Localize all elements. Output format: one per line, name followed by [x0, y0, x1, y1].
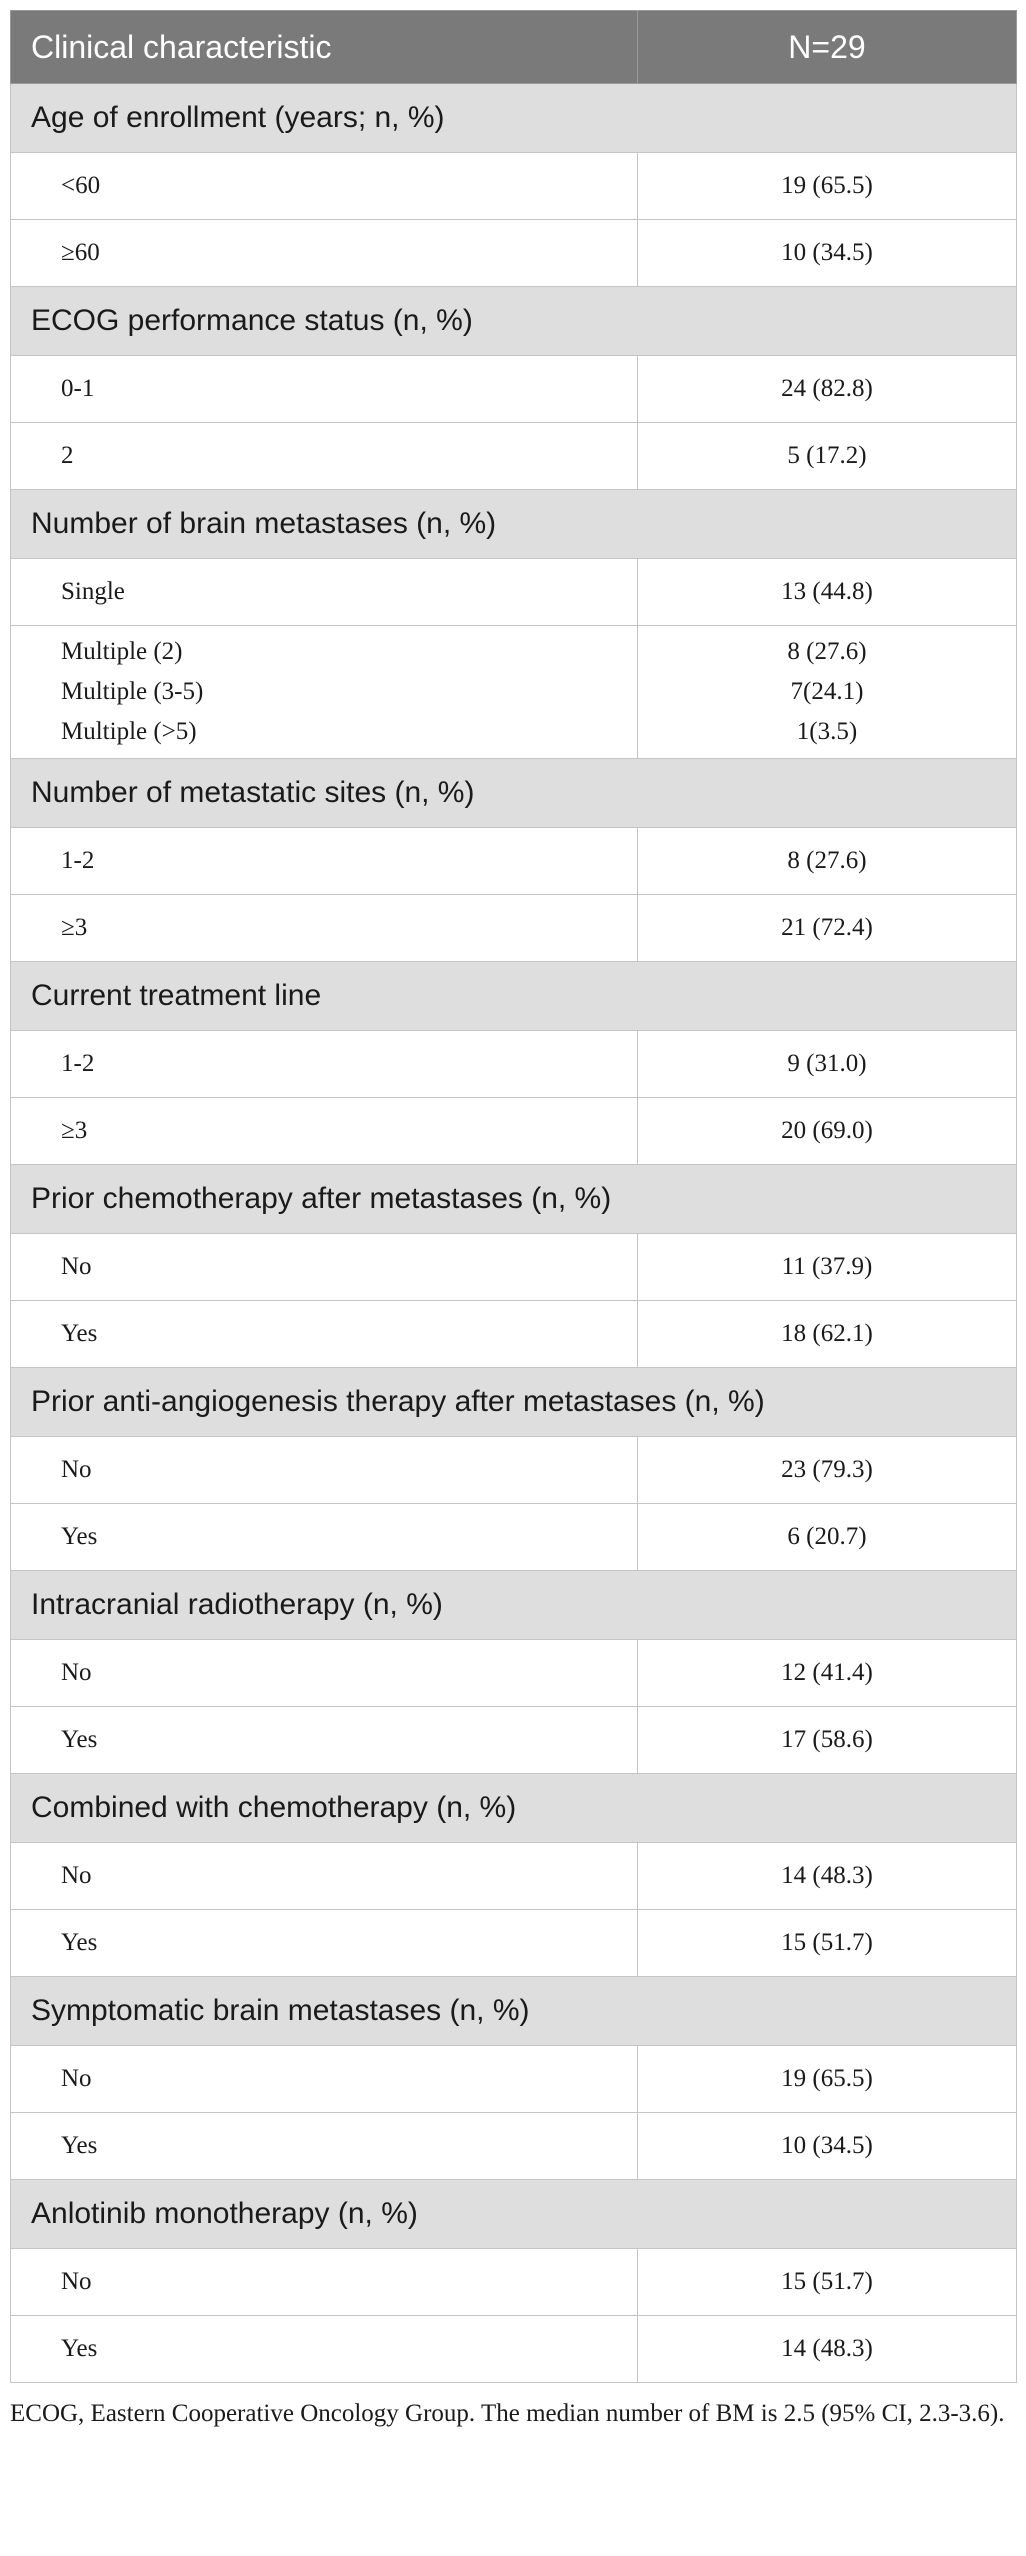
row-value: 23 (79.3)	[781, 1456, 873, 1483]
row-label: ≥3	[61, 914, 88, 941]
row-value: 12 (41.4)	[781, 1659, 873, 1686]
table-row	[11, 1031, 1017, 1098]
row-value: 19 (65.5)	[781, 172, 873, 199]
row-label: Multiple (2)	[61, 638, 183, 665]
section-header-row	[11, 759, 1017, 828]
row-value: 21 (72.4)	[781, 914, 873, 941]
table-header-row	[11, 11, 1017, 84]
row-label: ≥3	[61, 1117, 88, 1144]
section-title: Number of brain metastases (n, %)	[11, 490, 1017, 559]
row-value-cell	[638, 828, 1017, 895]
row-value-cell	[638, 220, 1017, 287]
row-value-cell	[638, 153, 1017, 220]
row-value: 17 (58.6)	[781, 1726, 873, 1753]
table-row	[11, 220, 1017, 287]
row-label: ≥60	[61, 239, 100, 266]
clinical-characteristics-table	[10, 10, 1017, 2383]
row-label: 1-2	[61, 847, 95, 874]
row-label: No	[61, 1659, 92, 1686]
table-row	[11, 1234, 1017, 1301]
row-value-cell	[638, 423, 1017, 490]
section-header-row	[11, 2180, 1017, 2249]
row-label: No	[61, 2268, 92, 2295]
row-label-cell	[11, 2249, 638, 2316]
section-title: ECOG performance status (n, %)	[11, 287, 1017, 356]
table-row	[11, 2113, 1017, 2180]
table-row	[11, 1437, 1017, 1504]
row-label-cell	[11, 1098, 638, 1165]
row-value-cell	[638, 1640, 1017, 1707]
row-value: 6 (20.7)	[787, 1523, 867, 1550]
row-label: No	[61, 1253, 92, 1280]
row-value-cell	[638, 1707, 1017, 1774]
section-header-row	[11, 1368, 1017, 1437]
row-label: No	[61, 2065, 92, 2092]
row-value-cell	[638, 2249, 1017, 2316]
table-row	[11, 1843, 1017, 1910]
row-value-cell	[638, 626, 1017, 759]
row-value: 15 (51.7)	[781, 2268, 873, 2295]
row-label: Yes	[61, 1320, 98, 1347]
section-title: Current treatment line	[11, 962, 1017, 1031]
section-header-row	[11, 962, 1017, 1031]
section-title: Anlotinib monotherapy (n, %)	[11, 2180, 1017, 2249]
table-row	[11, 356, 1017, 423]
table-row	[11, 1640, 1017, 1707]
row-label-cell	[11, 626, 638, 759]
row-value-cell	[638, 2113, 1017, 2180]
table-row	[11, 2046, 1017, 2113]
table-row	[11, 828, 1017, 895]
row-value: 24 (82.8)	[781, 375, 873, 402]
row-value-cell	[638, 1031, 1017, 1098]
row-label-cell	[11, 895, 638, 962]
row-label-cell	[11, 1504, 638, 1571]
row-value: 18 (62.1)	[781, 1320, 873, 1347]
row-label-cell	[11, 1707, 638, 1774]
row-value-cell	[638, 1098, 1017, 1165]
row-value: 14 (48.3)	[781, 2335, 873, 2362]
row-value-cell	[638, 559, 1017, 626]
section-header-row	[11, 1571, 1017, 1640]
row-label-cell	[11, 1031, 638, 1098]
table-row	[11, 1504, 1017, 1571]
row-value-cell	[638, 2046, 1017, 2113]
table-footnote: ECOG, Eastern Cooperative Oncology Group. The median number of BM is 2.5 (95% CI, 2.3-3.6).	[10, 2400, 1005, 2427]
row-value: 11 (37.9)	[781, 1253, 873, 1280]
row-label: 2	[61, 442, 74, 469]
section-title: Prior anti-angiogenesis therapy after metastases (n, %)	[11, 1368, 1017, 1437]
section-header-row	[11, 1165, 1017, 1234]
row-label-cell	[11, 423, 638, 490]
row-value: 5 (17.2)	[787, 442, 867, 469]
row-value-cell	[638, 1234, 1017, 1301]
table-row	[11, 2316, 1017, 2383]
row-value-cell	[638, 1437, 1017, 1504]
row-label-cell	[11, 153, 638, 220]
row-value-cell	[638, 1843, 1017, 1910]
row-label-cell	[11, 356, 638, 423]
row-label: Yes	[61, 2132, 98, 2159]
row-value: 20 (69.0)	[781, 1117, 873, 1144]
row-label: Multiple (3-5)	[61, 678, 204, 705]
row-value-cell	[638, 1301, 1017, 1368]
row-label: Yes	[61, 1929, 98, 1956]
section-title: Number of metastatic sites (n, %)	[11, 759, 1017, 828]
table-row	[11, 423, 1017, 490]
row-label-cell	[11, 1640, 638, 1707]
row-label-cell	[11, 559, 638, 626]
row-label-cell	[11, 1301, 638, 1368]
row-label: Single	[61, 578, 125, 605]
row-value: 8 (27.6)	[787, 638, 867, 665]
row-label: <60	[61, 172, 101, 199]
section-header-row	[11, 1774, 1017, 1843]
table-row	[11, 895, 1017, 962]
section-header-row	[11, 490, 1017, 559]
row-label-cell	[11, 2113, 638, 2180]
row-label-cell	[11, 1437, 638, 1504]
row-value: 10 (34.5)	[781, 2132, 873, 2159]
header-clinical-characteristic: Clinical characteristic	[11, 11, 638, 84]
row-label: Yes	[61, 1726, 98, 1753]
table-row	[11, 1098, 1017, 1165]
row-value: 10 (34.5)	[781, 239, 873, 266]
row-label-cell	[11, 220, 638, 287]
row-value: 15 (51.7)	[781, 1929, 873, 1956]
row-value-cell	[638, 1910, 1017, 1977]
section-title: Prior chemotherapy after metastases (n, %)	[11, 1165, 1017, 1234]
row-label-cell	[11, 828, 638, 895]
row-label: Yes	[61, 1523, 98, 1550]
table-row	[11, 1707, 1017, 1774]
section-title: Symptomatic brain metastases (n, %)	[11, 1977, 1017, 2046]
section-title: Intracranial radiotherapy (n, %)	[11, 1571, 1017, 1640]
row-value-cell	[638, 356, 1017, 423]
row-label-cell	[11, 1910, 638, 1977]
row-label: No	[61, 1862, 92, 1889]
row-value: 8 (27.6)	[787, 847, 867, 874]
table-container	[10, 10, 1016, 2431]
table-row	[11, 559, 1017, 626]
row-value: 1(3.5)	[796, 718, 858, 745]
section-header-row	[11, 84, 1017, 153]
header-n: N=29	[638, 11, 1017, 84]
row-label-cell	[11, 2316, 638, 2383]
row-value-cell	[638, 895, 1017, 962]
row-value-cell	[638, 1504, 1017, 1571]
table-row	[11, 153, 1017, 220]
section-header-row	[11, 287, 1017, 356]
table-row	[11, 1910, 1017, 1977]
row-value-cell	[638, 2316, 1017, 2383]
section-header-row	[11, 1977, 1017, 2046]
row-label-cell	[11, 1234, 638, 1301]
row-label: 0-1	[61, 375, 95, 402]
table-row	[11, 1301, 1017, 1368]
section-title: Age of enrollment (years; n, %)	[11, 84, 1017, 153]
row-label: No	[61, 1456, 92, 1483]
row-label-cell	[11, 1843, 638, 1910]
row-value: 19 (65.5)	[781, 2065, 873, 2092]
row-value: 13 (44.8)	[781, 578, 873, 605]
row-value: 14 (48.3)	[781, 1862, 873, 1889]
row-label: Multiple (>5)	[61, 718, 197, 745]
row-value: 7(24.1)	[790, 678, 864, 705]
row-value: 9 (31.0)	[787, 1050, 867, 1077]
row-label-cell	[11, 2046, 638, 2113]
table-row	[11, 2249, 1017, 2316]
section-title: Combined with chemotherapy (n, %)	[11, 1774, 1017, 1843]
table-row	[11, 626, 1017, 759]
row-label: Yes	[61, 2335, 98, 2362]
row-label: 1-2	[61, 1050, 95, 1077]
